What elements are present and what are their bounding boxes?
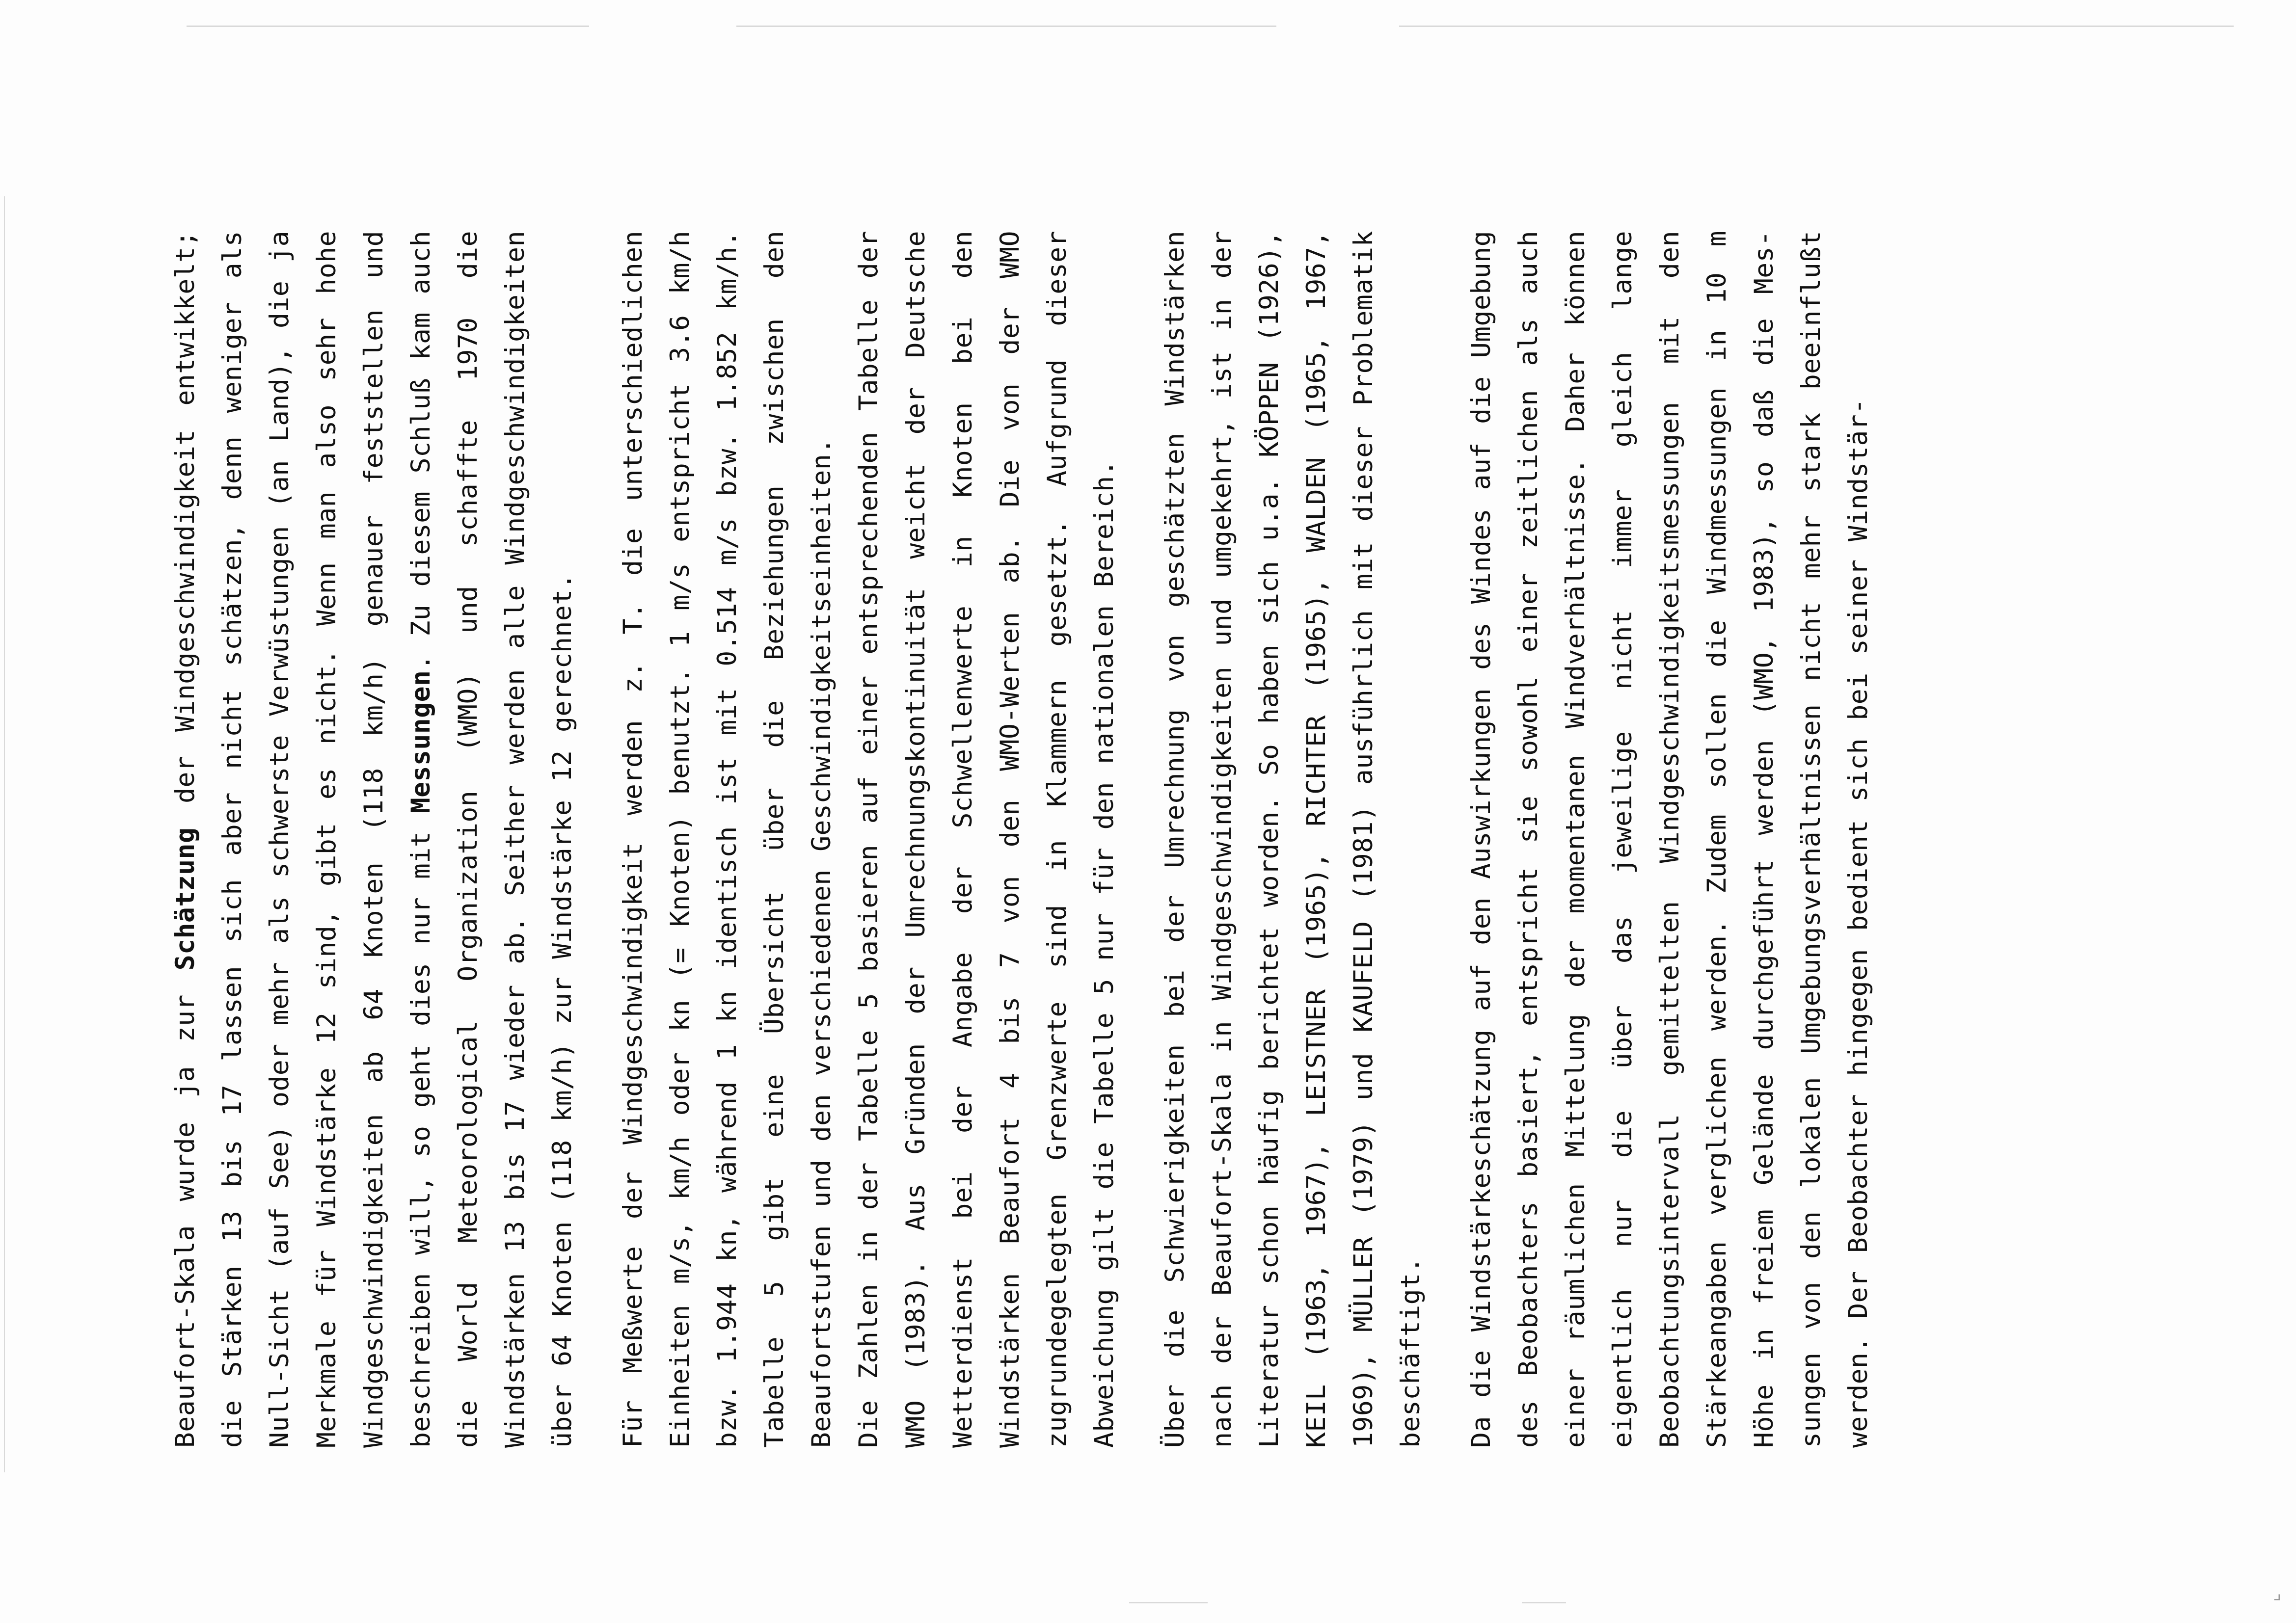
paragraph-2: Für Meßwerte der Windgeschwindigkeit werden z. T. die unterschiedlichen Einheiten m/s, km/h oder kn (= Knoten) benutzt. 1 m/s entspricht 3.6 km/h bzw. 1.944 kn, während 1 kn identisch ist mit 0.514 m/s bzw. 1.852 km/h. Tabelle 5 gibt eine Übersicht über die Beziehungen zwischen den Beaufortstufen und den verschiedenen Geschwindigkeitseinheiten. [618,231,837,1448]
document-page [162,231,1882,1448]
emphasis-schaetzung: Schätzung [170,827,200,971]
emphasis-messungen: Messungen [406,670,436,814]
scan-edge-top [736,26,1276,27]
scan-edge-top [1399,26,2234,27]
paragraph-5: Da die Windstärkeschätzung auf den Auswirkungen des Windes auf die Umgebung des Beobachters basiert, entspricht sie sowohl einer zeitlichen als auch einer räumlichen Mittelung der momentanen Windverhältnisse. Daher können eigentlich nur die über das jeweilige nicht immer gleich lange Beobachtungsintervall gemittelten Windgeschwindigkeitsmessungen mit den Stärkeangaben verglichen werden. Zudem sollen die Windmessungen in 10 m Höhe in freiem Gelände durchgeführt werden (WMO, 1983), so daß die Messungen von den lokalen Umgebungsverhältnissen nicht mehr stark beeinflußt werden. Der Beobachter hingegen bedient sich bei seiner Windstär- [1466,231,1873,1448]
scan-corner-mark: ⌟ [2273,1583,2281,1603]
paragraph-1-text-b: der Windgeschwindigkeit entwikkelt; die Stärken 13 bis 17 lassen sich aber nicht schätzen, denn weniger als Null-Sicht (auf See) oder mehr als schwerste Verwüstungen (an Land), die ja Merkmale für Windstärke 12 sind, gibt es nicht. Wenn man also sehr hohe Windgeschwindigkeiten ab 64 Knoten (118 km/h) genauer feststellen und beschreiben will, so geht dies nur mit [170,231,436,1448]
paragraph-1-text-c: . Zu diesem Schluß kam auch die World Meteorological Organization (WMO) und schaffte 1970 die Windstärken 13 bis 17 wieder ab. Seither werden alle Windgeschwindigkeiten über 64 Knoten (118 km/h) zur Windstärke 12 gerechnet. [406,231,577,1448]
paragraph-1 [162,231,586,1448]
paragraph-4: Über die Schwierigkeiten bei der Umrechnung von geschätzten Windstärken nach der Beaufort-Skala in Windgeschwindigkeiten und umgekehrt, ist in der Literatur schon häufig berichtet worden. So haben sich u.a. KÖPPEN (1926), KEIL (1963, 1967), LEISTNER (1965), RICHTER (1965), WALDEN (1965, 1967, 1969), MÜLLER (1979) und KAUFELD (1981) ausführlich mit dieser Problematik beschäftigt. [1160,231,1426,1448]
scan-edge-bottom [1522,1602,1566,1603]
scan-edge-left [4,196,5,1472]
paragraph-3: Die Zahlen in der Tabelle 5 basieren auf einer entsprechenden Tabelle der WMO (1983). Aus Gründen der Umrechnungskontinuität weicht der Deutsche Wetterdienst bei der Angabe der Schwellenwerte in Knoten bei den Windstärken Beaufort 4 bis 7 von den WMO-Werten ab. Die von der WMO zugrundegelegten Grenzwerte sind in Klammern gesetzt. Aufgrund dieser Abweichung gilt die Tabelle 5 nur für den nationalen Bereich. [854,231,1119,1448]
scan-edge-top [187,26,589,27]
paragraph-1-text-a: Beaufort-Skala wurde ja zur [170,970,200,1448]
scan-edge-bottom [1129,1602,1208,1603]
